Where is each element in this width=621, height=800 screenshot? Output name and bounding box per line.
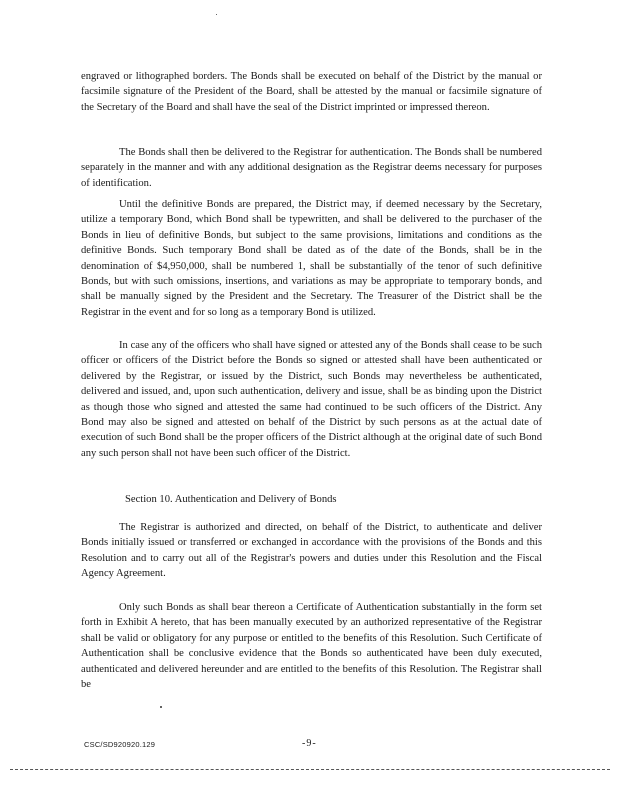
page-number: -9- [302,738,317,749]
section-heading: Section 10. Authentication and Delivery of Bonds [125,494,337,505]
footer-document-id: CSC/SD920920.129 [84,740,156,749]
paragraph-registrar-authorized: The Registrar is authorized and directed, on behalf of the District, to authenticate and deliver Bonds initially issued or transferred or exchanged in accordance with the provisions of the Bonds and this Resolution and to carry out all of the Registrar's powers and duties under this Resolution and the Fiscal Agency Agreement. [81,522,542,580]
paragraph-temporary-bond: Until the definitive Bonds are prepared, the District may, if deemed necessary by the Secretary, utilize a temporary Bond, which Bond shall be typewritten, and shall be delivered to the purchaser of the Bonds in lieu of definitive Bonds, but subject to the same provisions, limitations and conditions as the definitive Bonds. Such temporary Bond shall be dated as of the date of the Bonds, shall be in the denomination of $4,950,000, shall be numbered 1, shall be substantially of the tenor of such definitive Bonds, but with such omissions, insertions, and variations as may be appropriate to temporary bonds, and shall be manually signed by the President and the Secretary. The Treasurer of the District shall be the Registrar in the event and for so long as a temporary Bond is utilized. [81,199,542,318]
scan-speck [216,14,217,15]
paragraph-certificate-authentication: Only such Bonds as shall bear thereon a Certificate of Authentication substantially in the form set forth in Exhibit A hereto, that has been manually executed by an authorized representative of the Registrar shall be valid or obligatory for any purpose or entitled to the benefits of this Resolution. Such Certificate of Authentication shall be conclusive evidence that the Bonds so authenticated have been duly executed, authenticated and delivered hereunder and are entitled to the benefits of this Resolution. The Registrar shall be [81,602,542,691]
paragraph-officers: In case any of the officers who shall have signed or attested any of the Bonds shall cease to be such officer or officers of the District before the Bonds so signed or attested shall have been authenticated or delivered by the Registrar, or issued by the District, such Bonds may nevertheless be authenticated, delivered and issued, and, upon such authentication, delivery and issue, shall be as binding upon the District as though those who signed and attested the same had continued to be such officers of the District. Any Bond may also be signed and attested on behalf of the District by such persons as at the actual date of execution of such Bond shall be the proper officers of the District although at the original date of such Bond any such person shall not have been such officer of the District. [81,340,542,459]
paragraph-registrar-authentication: The Bonds shall then be delivered to the Registrar for authentication. The Bonds shall be numbered separately in the manner and with any additional designation as the Registrar deems necessary for purposes of identification. [81,147,542,189]
paragraph-bonds-execution: engraved or lithographed borders. The Bonds shall be executed on behalf of the District by the manual or facsimile signature of the President of the Board, shall be attested by the manual or facsimile signature of the Secretary of the Board and shall have the seal of the District imprinted or impressed thereon. [81,71,542,113]
scan-speck [160,706,162,708]
scan-artifact-line [10,769,610,770]
